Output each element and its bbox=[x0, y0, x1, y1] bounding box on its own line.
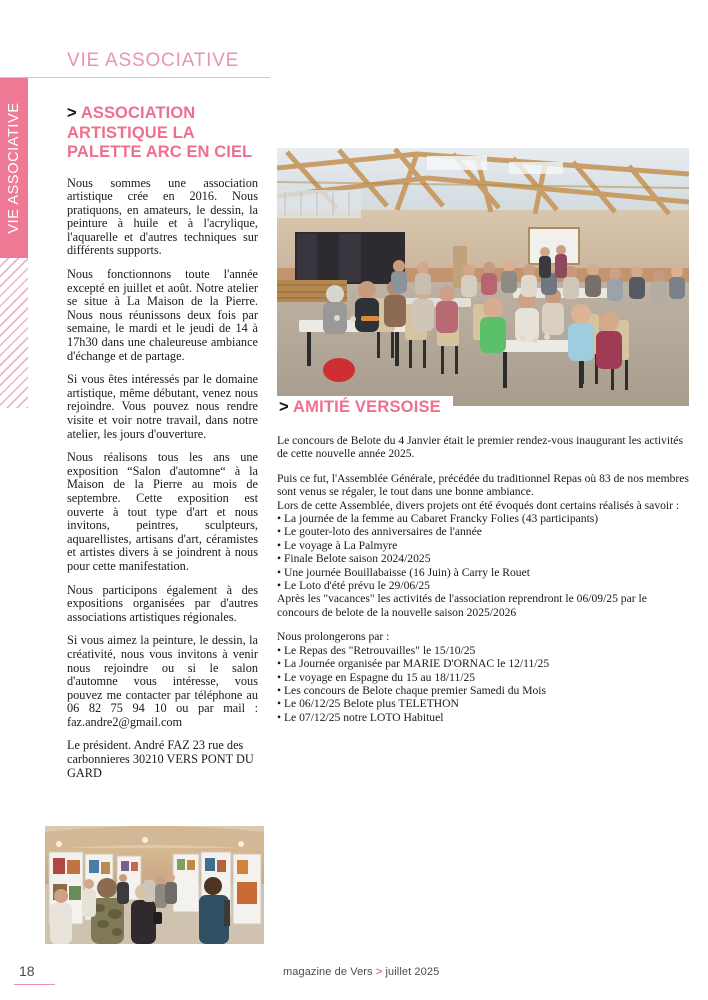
paragraph: Nous réalisons tous les ans une exposition “Salon d'automne“ à la Maison de la Pierre au mois de septembre. Cette exposition est ouverte à tout type d'art et nous invitons, peintres, sculpteurs, aquarellistes, artisans d'art, céramistes et artistes divers à se joindrent à nous pour cette manifestation. bbox=[67, 450, 258, 573]
paragraph: Nous prolongerons par : bbox=[277, 630, 390, 644]
paragraph: Après les "vacances" les activités de l'association reprendront le 06/09/25 par le concours de belote de la nouvelle saison 2025/2026 bbox=[277, 592, 647, 619]
list-item: • Le 06/12/25 Belote plus TELETHON bbox=[277, 697, 691, 710]
paragraph: Nous fonctionnons toute l'année excepté en juillet et août. Notre atelier se situe à La Maison de la Pierre. Nous nous réunissons deux fois par semaine, le mardi et le jeudi de 14 à 17h30 dans une chaleureuse ambiance d'échange et de partage. bbox=[67, 267, 258, 363]
community-hall-gathering-photo bbox=[277, 148, 689, 406]
chevron-icon: > bbox=[375, 966, 383, 978]
chevron-icon: > bbox=[67, 104, 77, 122]
paragraph: Nous participons également à des expositions organisées par d'autres associations artistiques régionales. bbox=[67, 582, 258, 624]
list-item: • La journée de la femme au Cabaret Francky Folies (43 participants) bbox=[277, 512, 691, 525]
paragraph: Puis ce fut, l'Assemblée Générale, précédée du traditionnel Repas où 83 de nos membres sont venus se régaler, le tout dans une bonne ambiance. bbox=[277, 471, 689, 499]
list-item: • Une journée Bouillabaisse (16 Juin) à Carry le Rouet bbox=[277, 566, 691, 579]
left-article-column bbox=[67, 104, 258, 790]
list-item: • Le Loto d'été prévu le 29/06/25 bbox=[277, 579, 691, 592]
upcoming-list bbox=[277, 644, 691, 724]
footer-magazine-name: magazine de Vers bbox=[283, 966, 373, 978]
spacer bbox=[277, 619, 691, 630]
paragraph: Le concours de Belote du 4 Janvier était le premier rendez-vous inaugurant les activités de cette nouvelle année 2025. bbox=[277, 434, 683, 461]
paragraph: Si vous êtes intéressés par le domaine artistique, même débutant, venez nous rejoindre. Vous pouvez nous rendre visite et voir notre travail, dans notre atelier, les jours d'ouverture. bbox=[67, 372, 258, 441]
footer-magazine-credit bbox=[283, 966, 439, 978]
chevron-icon: > bbox=[279, 398, 289, 416]
footer-issue-date: juillet 2025 bbox=[385, 966, 440, 978]
page-number: 18 bbox=[19, 963, 35, 979]
paragraph: Si vous aimez la peinture, le dessin, la créativité, nous vous invitons à venir nous rejoindre ou si le salon d'automne vous intéresse, vous pouvez me contacter par téléphone au 06 82 75 94 10 ou par mail : faz.andre2@gmail.com bbox=[67, 633, 258, 729]
list-item: • Le 07/12/25 notre LOTO Habituel bbox=[277, 711, 691, 724]
sidebar-section-tab-label: VIE ASSOCIATIVE bbox=[6, 102, 22, 234]
list-item: • La Journée organisée par MARIE D'ORNAC le 12/11/25 bbox=[277, 657, 691, 670]
left-article-heading bbox=[67, 104, 258, 163]
author-signature: Le président. André FAZ 23 rue des carbonnieres 30210 VERS PONT DU GARD bbox=[67, 738, 254, 780]
sidebar-section-tab bbox=[0, 78, 28, 258]
list-item: • Le Repas des "Retrouvailles" le 15/10/25 bbox=[277, 644, 691, 657]
paragraph: Nous sommes une association artistique crée en 2016. Nous pratiquons, en amateurs, le dessin, la peinture à huile et à l'acrylique, l'aquarelle et d'autres techniques sur différents supports. bbox=[67, 175, 258, 258]
projects-list bbox=[277, 512, 691, 592]
list-item: • Le voyage à La Palmyre bbox=[277, 539, 691, 552]
list-item: • Les concours de Belote chaque premier Samedi du Mois bbox=[277, 684, 691, 697]
list-item: • Le voyage en Espagne du 15 au 18/11/25 bbox=[277, 671, 691, 684]
page-rubric-title: VIE ASSOCIATIVE bbox=[67, 50, 240, 71]
page-number-rule bbox=[14, 984, 55, 985]
art-exhibition-visitors-photo bbox=[45, 826, 264, 944]
list-item: • Finale Belote saison 2024/2025 bbox=[277, 552, 691, 565]
paragraph: Lors de cette Assemblée, divers projets ont été évoqués dont certains réalisés à savoir : bbox=[277, 498, 680, 512]
page-rubric-divider bbox=[0, 77, 270, 78]
right-article-column bbox=[277, 434, 691, 724]
left-article-heading-text: ASSOCIATION ARTISTIQUE LA PALETTE ARC EN CIEL bbox=[67, 104, 253, 161]
sidebar-stripe-decoration bbox=[0, 258, 28, 408]
right-article-heading-text: AMITIÉ VERSOISE bbox=[293, 398, 441, 416]
right-article-heading bbox=[277, 396, 453, 420]
list-item: • Le gouter-loto des anniversaires de l'année bbox=[277, 525, 691, 538]
